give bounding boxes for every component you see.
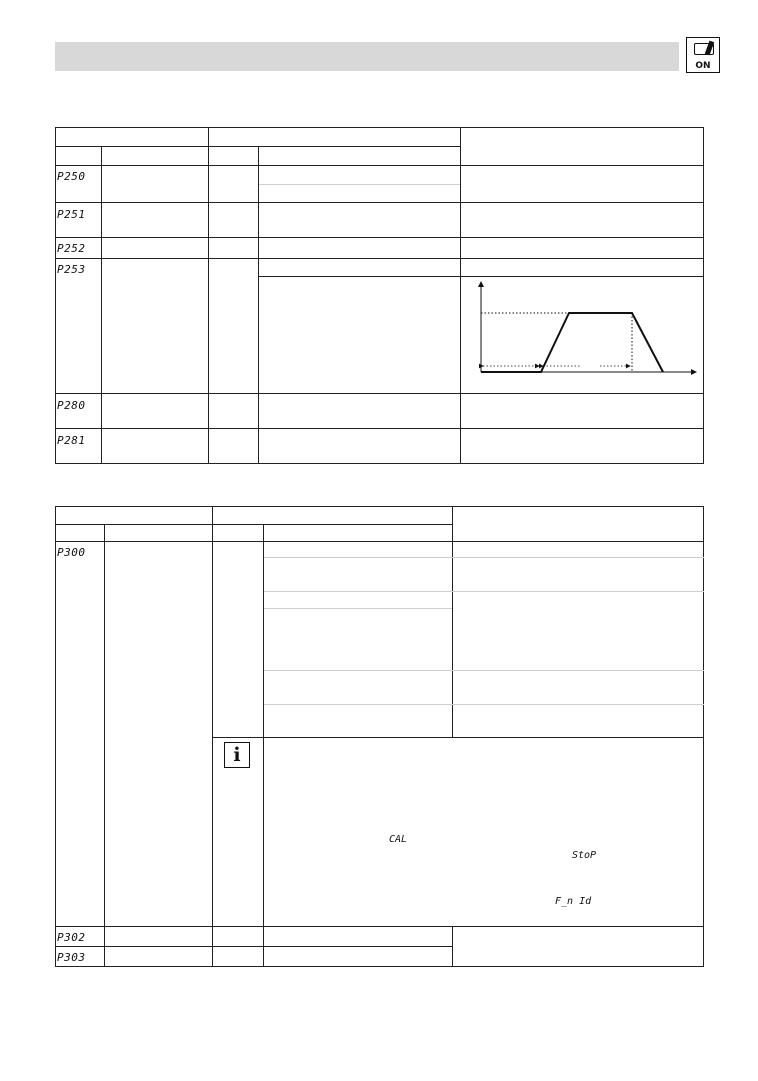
info-icon <box>224 742 250 768</box>
param-code-p252: P252 <box>57 242 86 255</box>
ramp-profile-diagram <box>470 280 700 380</box>
display-code-cal: CAL <box>389 834 408 845</box>
param-code-p280: P280 <box>57 399 86 412</box>
param-code-p302: P302 <box>57 931 86 944</box>
on-label: ON <box>695 61 711 71</box>
ramp-curve <box>481 313 663 372</box>
display-code-stop: StoP <box>572 850 597 861</box>
param-code-p250: P250 <box>57 170 86 183</box>
info-glyph: i <box>233 744 241 766</box>
header-bar <box>55 42 679 71</box>
param-code-p303: P303 <box>57 951 86 964</box>
param-code-p300: P300 <box>57 546 86 559</box>
param-code-p253: P253 <box>57 263 86 276</box>
param-code-p281: P281 <box>57 434 86 447</box>
power-on-icon <box>686 37 720 73</box>
param-code-p251: P251 <box>57 208 86 221</box>
display-code-fn-id: F_n Id <box>555 896 592 907</box>
